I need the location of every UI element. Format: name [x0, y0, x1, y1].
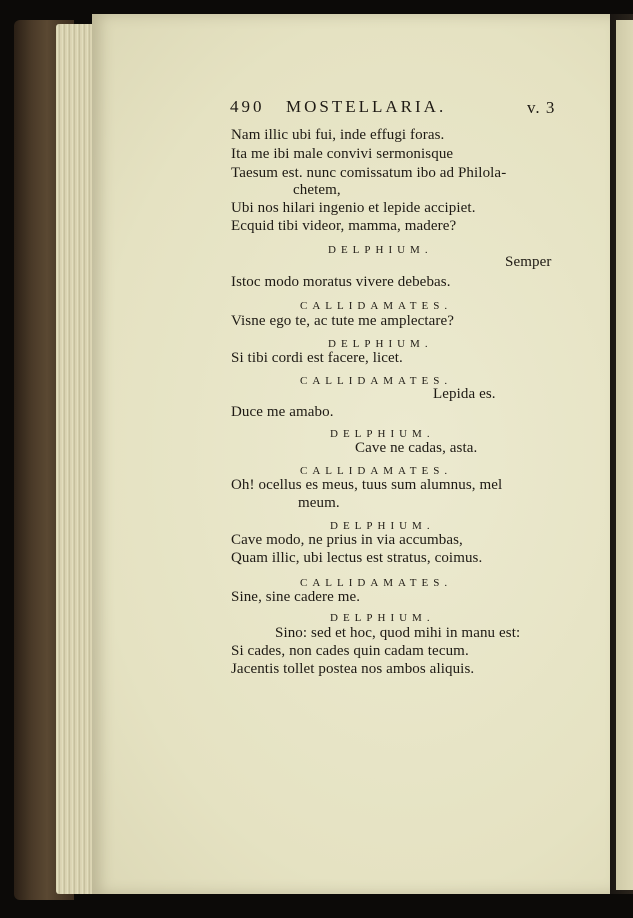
text-line: Istoc modo moratus vivere debebas. [231, 274, 451, 290]
speaker-name: DELPHIUM. [330, 612, 435, 624]
speaker-name: CALLIDAMATES. [300, 375, 453, 387]
speaker-name: DELPHIUM. [328, 338, 433, 350]
text-line: Taesum est. nunc comissatum ibo ad Philola- [231, 165, 507, 181]
text-line: Quam illic, ubi lectus est stratus, coimus. [231, 550, 483, 566]
text-line: Si cades, non cades quin cadam tecum. [231, 643, 469, 659]
speaker-name: DELPHIUM. [330, 428, 435, 440]
speaker-name: DELPHIUM. [328, 244, 433, 256]
text-line: Cave modo, ne prius in via accumbas, [231, 532, 463, 548]
speaker-name: CALLIDAMATES. [300, 577, 453, 589]
text-line: Visne ego te, ac tute me amplectare? [231, 313, 455, 329]
text-line: Si tibi cordi est facere, licet. [231, 350, 403, 366]
facing-page-edge [616, 20, 633, 890]
section-marker: v. 3 [527, 98, 556, 117]
speaker-name: CALLIDAMATES. [300, 300, 453, 312]
text-line: Ecquid tibi videor, mamma, madere? [231, 218, 457, 234]
text-line: Ita me ibi male convivi sermonisque [231, 146, 454, 162]
text-line: Sino: sed et hoc, quod mihi in manu est: [275, 625, 521, 641]
speaker-name: DELPHIUM. [330, 520, 435, 532]
text-line: Duce me amabo. [231, 404, 334, 420]
text-line: Jacentis tollet postea nos ambos aliquis. [231, 661, 475, 677]
text-line: Nam illic ubi fui, inde effugi foras. [231, 127, 445, 143]
text-line: Oh! ocellus es meus, tuus sum alumnus, mel [231, 477, 503, 493]
text-line: Lepida es. [433, 386, 496, 402]
running-title: MOSTELLARIA. [286, 97, 447, 116]
text-line: meum. [298, 495, 340, 511]
text-line: Ubi nos hilari ingenio et lepide accipiet. [231, 200, 476, 216]
page-number: 490 [230, 97, 265, 116]
text-line: Cave ne cadas, asta. [355, 440, 478, 456]
text-line: Semper [505, 254, 552, 270]
speaker-name: CALLIDAMATES. [300, 465, 453, 477]
text-line: chetem, [293, 182, 341, 198]
text-line: Sine, sine cadere me. [231, 589, 361, 605]
